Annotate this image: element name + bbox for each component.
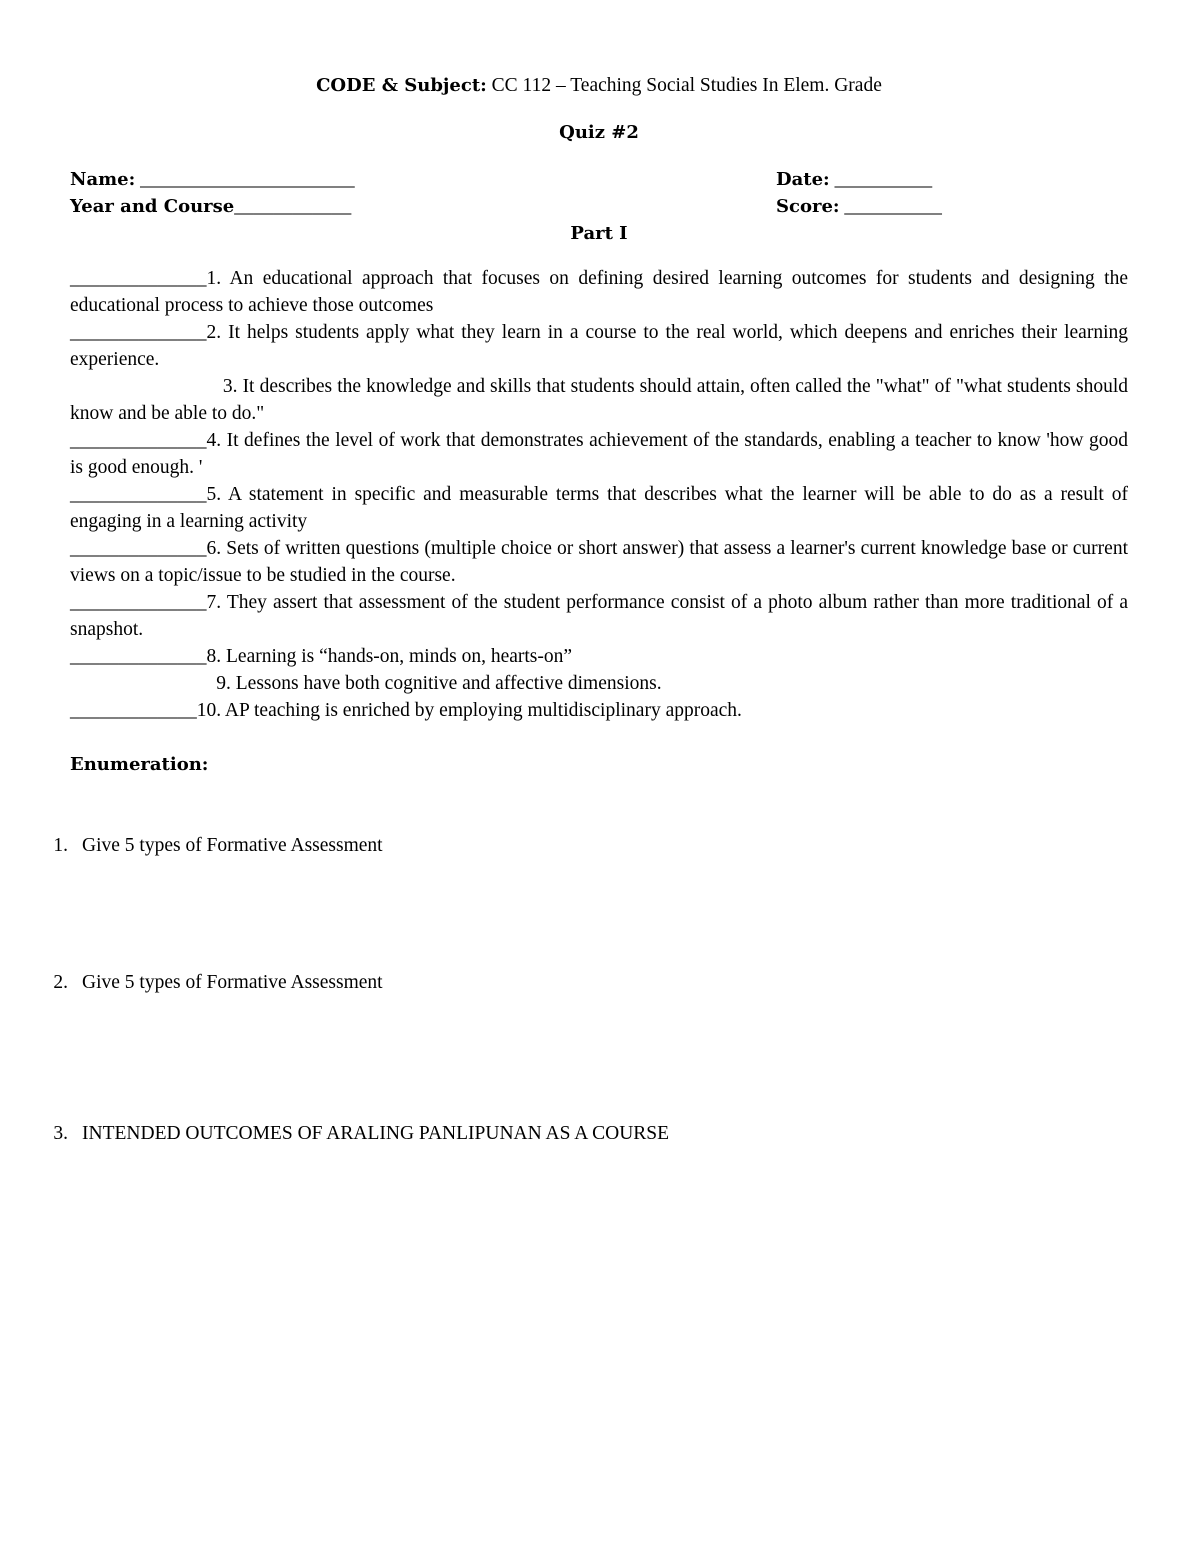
question-text: 1. An educational approach that focuses on defining desired learning outcomes for students and designing the educational process to achieve those outcomes xyxy=(70,268,1128,316)
answer-blank: ______________ xyxy=(70,646,207,667)
name-field xyxy=(70,166,776,193)
enumeration-text: INTENDED OUTCOMES OF ARALING PANLIPUNAN AS A COURSE xyxy=(82,1123,670,1144)
answer-blank: ______________ xyxy=(70,268,207,289)
date-field xyxy=(776,166,932,193)
year-course-label: Year and Course xyxy=(70,196,235,217)
question-text: 10. AP teaching is enriched by employing multidisciplinary approach. xyxy=(196,700,742,721)
quiz-title: Quiz #2 xyxy=(559,122,639,143)
question-text: 4. It defines the level of work that demonstrates achievement of the standards, enabling a teacher to know 'how good is good enough. ' xyxy=(70,430,1128,478)
score-field xyxy=(776,193,942,220)
student-info xyxy=(70,166,1128,220)
subject-line xyxy=(70,72,1128,99)
question-item-4 xyxy=(70,427,1128,481)
part1-items xyxy=(70,265,1128,724)
answer-blank: ______________ xyxy=(70,484,207,505)
question-text: 6. Sets of written questions (multiple choice or short answer) that assess a learner's current knowledge base or current views on a topic/issue to be studied in the course. xyxy=(70,538,1128,586)
name-blank: ______________________ xyxy=(135,169,355,190)
enumeration-heading: Enumeration: xyxy=(70,754,209,775)
enumeration-number: 1. xyxy=(53,835,68,856)
info-row-name-date xyxy=(70,166,1128,193)
question-item-10 xyxy=(70,697,1128,724)
enumeration-list xyxy=(0,832,1128,1147)
answer-blank: ______________ xyxy=(70,538,207,559)
question-item-8 xyxy=(70,643,1128,670)
answer-blank: ______________ xyxy=(70,322,207,343)
score-blank: __________ xyxy=(839,196,942,217)
question-text: 8. Learning is “hands-on, minds on, hearts-on” xyxy=(206,646,573,667)
question-item-6 xyxy=(70,535,1128,589)
date-blank: __________ xyxy=(829,169,933,190)
question-text: 9. Lessons have both cognitive and affective dimensions. xyxy=(216,673,662,694)
year-course-blank: ____________ xyxy=(234,196,352,217)
date-label: Date: xyxy=(776,169,830,190)
question-text: 5. A statement in specific and measurable terms that describes what the learner will be able to do as a result of engaging in a learning activity xyxy=(70,484,1128,532)
enumeration-item-3 xyxy=(0,1120,1128,1147)
question-item-5 xyxy=(70,481,1128,535)
question-text: 3. It describes the knowledge and skills that students should attain, often called the "what" of "what students should know and be able to do." xyxy=(70,376,1129,424)
enumeration-number: 2. xyxy=(53,972,68,993)
answer-blank: ______________ xyxy=(70,430,207,451)
subject-label: CODE & Subject: xyxy=(316,75,487,96)
question-text: 7. They assert that assessment of the student performance consist of a photo album rather than more traditional of a snapshot. xyxy=(70,592,1128,640)
question-item-3 xyxy=(70,373,1128,427)
year-course-field xyxy=(70,193,776,220)
part-title: Part I xyxy=(570,223,628,244)
enumeration-item-1 xyxy=(0,832,1128,859)
score-label: Score: xyxy=(776,196,840,217)
question-item-2 xyxy=(70,319,1128,373)
answer-blank xyxy=(70,376,223,397)
name-label: Name: xyxy=(70,169,136,190)
quiz-document xyxy=(53,70,1129,1147)
enumeration-text: Give 5 types of Formative Assessment xyxy=(82,972,383,993)
question-text: 2. It helps students apply what they learn in a course to the real world, which deepens and enriches their learning experience. xyxy=(70,322,1128,370)
question-item-7 xyxy=(70,589,1128,643)
answer-blank: ______________ xyxy=(70,592,207,613)
enumeration-number: 3. xyxy=(53,1123,68,1144)
info-row-year-score xyxy=(70,193,1128,220)
question-item-9 xyxy=(70,670,1128,697)
answer-blank: _____________ xyxy=(70,700,197,721)
enumeration-item-2 xyxy=(0,969,1128,996)
subject-value: CC 112 – Teaching Social Studies In Elem. Grade xyxy=(486,75,882,96)
question-item-1 xyxy=(70,265,1128,319)
enumeration-text: Give 5 types of Formative Assessment xyxy=(82,835,383,856)
answer-blank xyxy=(70,673,216,694)
